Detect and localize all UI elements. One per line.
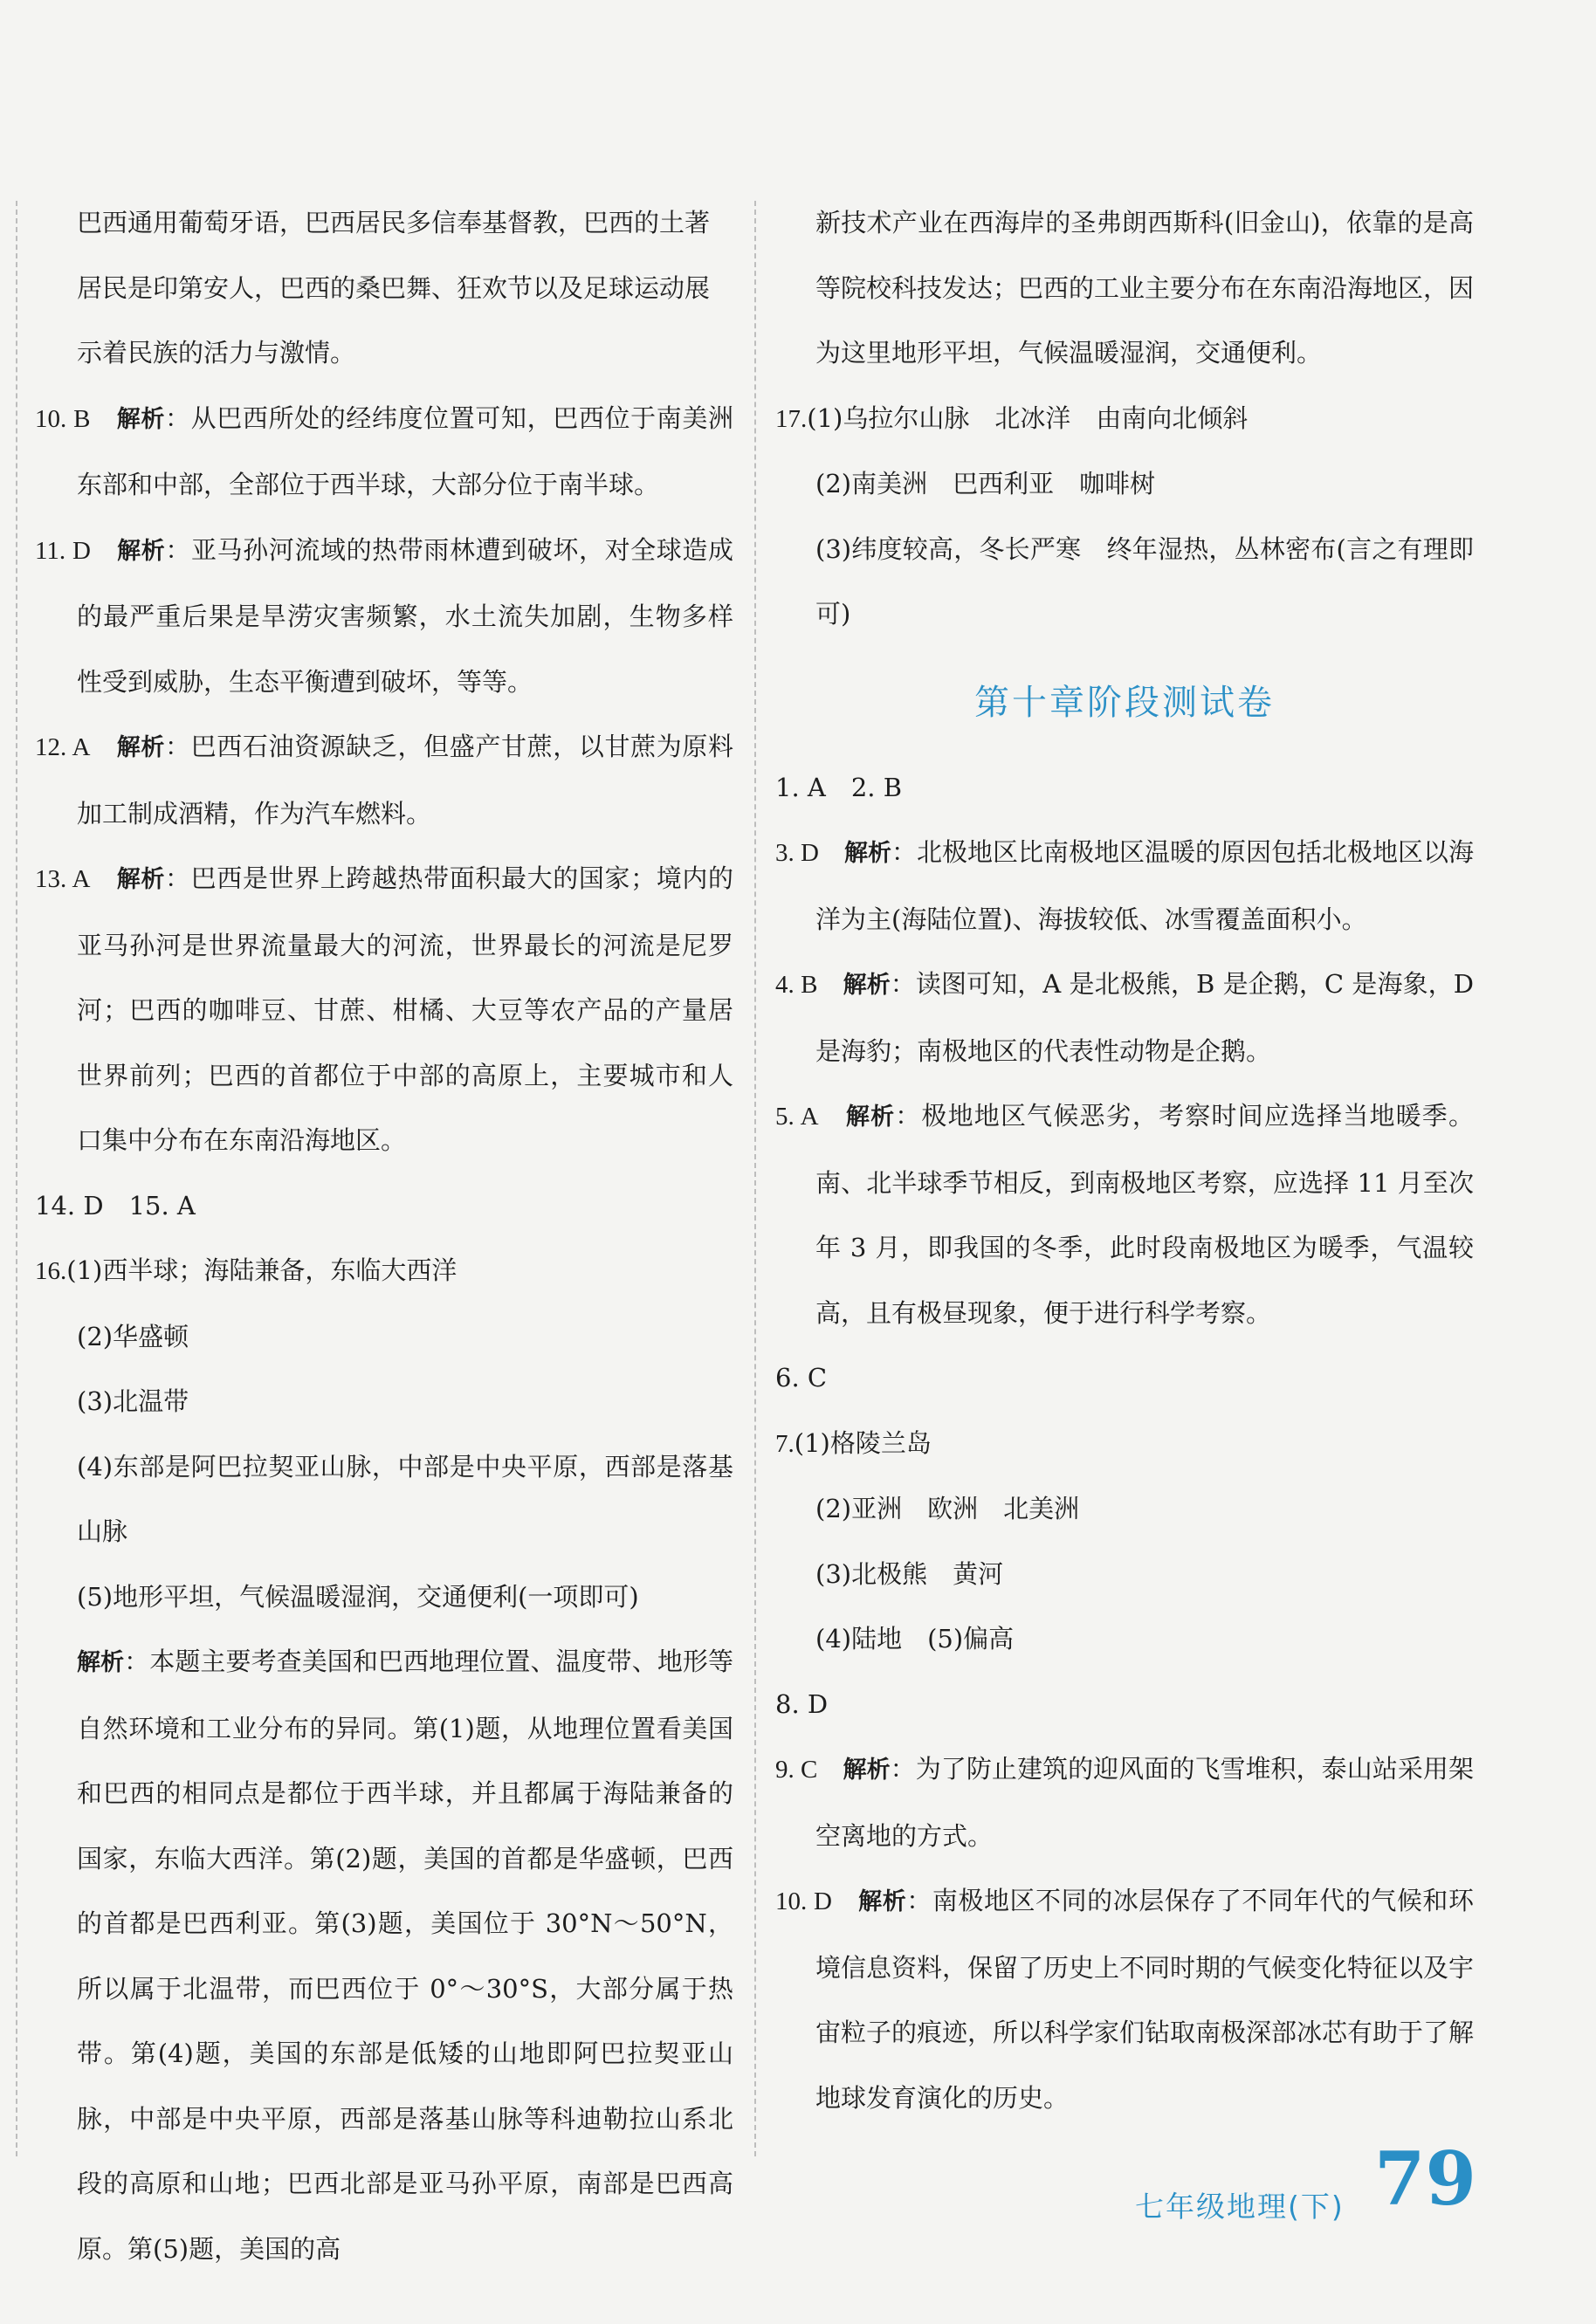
page-number: 79 xyxy=(1374,2135,1476,2222)
column-divider-dashed-line xyxy=(754,201,756,2156)
section-title: 第十章阶段测试卷 xyxy=(974,682,1275,723)
answer-16-explanation: 解析：本题主要考查美国和巴西地理位置、温度带、地形等自然环境和工业分布的异同。第(1)题，从地理位置看美国和巴西的相同点是都位于西半球，并且都属于海陆兼备的国家，东临大西洋。第(2)题，美国的首都是华盛顿，巴西的首都是巴西利亚。第(3)题，美国位于 30°N～50°N，所以属于北温带，而巴西位于 0°～30°S，大部分属于热带。第(4)题，美国的东部是低矮的山地即阿巴拉契亚山脉，中部是中央平原，西部是落基山脉等科迪勒拉山系北段的高原和山地；巴西北部是亚马孙平原，南部是巴西高原。第(5)题，美国的高 xyxy=(77,1647,733,2264)
answer-8: 8. D xyxy=(775,1688,829,1719)
answer-16-explanation-continued: 新技术产业在西海岸的圣弗朗西斯科(旧金山)，依靠的是高等院校科技发达；巴西的工业主要分布在东南沿海地区，因为这里地形平坦，气候温暖湿润，交通便利。 xyxy=(815,208,1475,368)
answer-6: 6. C xyxy=(775,1363,828,1392)
answer-7: 7.(1)格陵兰岛 (2)亚洲 欧洲 北美洲 (3)北极熊 黄河 (4)陆地 (5)偏高 xyxy=(775,1427,1080,1654)
answer-10: 10. B 解析：从巴西所处的经纬度位置可知，巴西位于南美洲东部和中部，全部位于西半球，大部分位于南半球。 xyxy=(35,402,733,499)
answer-1-2: 1. A 2. B xyxy=(775,772,903,802)
answer-17: 17.(1)乌拉尔山脉 北冰洋 由南向北倾斜 (2)南美洲 巴西利亚 咖啡树 (3)纬度较高，冬长严寒 终年湿热，丛林密布(言之有理即可) xyxy=(775,402,1474,629)
answer-5: 5. A 解析：极地地区气候恶劣，考察时间应选择当地暖季。南、北半球季节相反，到南极地区考察，应选择 11 月至次年 3 月，即我国的冬季，此时段南极地区为暖季，气温较高，且有极昼现象，便于进行科学考察。 xyxy=(775,1101,1474,1328)
answer-10-right: 10. D 解析：南极地区不同的冰层保存了不同年代的气候和环境信息资料，保留了历史上不同时期的气候变化特征以及宇宙粒子的痕迹，所以科学家们钻取南极深部冰芯有助于了解地球发育演化的历史。 xyxy=(775,1886,1475,2113)
answer-4: 4. B 解析：读图可知，A 是北极熊，B 是企鹅，C 是海象，D 是海豹；南极地区的代表性动物是企鹅。 xyxy=(775,969,1474,1066)
answer-11: 11. D 解析：亚马孙河流域的热带雨林遭到破坏，对全球造成的最严重后果是旱涝灾害频繁，水土流失加剧，生物多样性受到威胁，生态平衡遭到破坏，等等。 xyxy=(35,534,733,697)
left-column xyxy=(35,190,733,2281)
q9-explanation-continued: 巴西通用葡萄牙语，巴西居民多信奉基督教，巴西的土著 居民是印第安人，巴西的桑巴舞、狂欢节以及足球运动展 示着民族的活力与激情。 xyxy=(77,208,711,368)
right-column xyxy=(775,190,1474,2130)
answer-3: 3. D 解析：北极地区比南极地区温暖的原因包括北极地区以海洋为主(海陆位置)、海拔较低、冰雪覆盖面积小。 xyxy=(775,837,1474,934)
answer-14-15: 14. D 15. A xyxy=(35,1190,196,1220)
left-margin-dashed-line xyxy=(16,201,17,2156)
footer-grade-subject: 七年级地理(下) xyxy=(1135,2190,1345,2224)
answer-16: 16.(1)西半球；海陆兼备，东临大西洋 (2)华盛顿 (3)北温带 (4)东部是阿巴拉契亚山脉，中部是中央平原，西部是落基山脉 (5)地形平坦，气候温暖湿润，交通便利(一项即可) 解析：本题主要考查美国和巴西地理位置、温度带、地形等自然环境和工业分布的异同。第(1)题，从地理位置看美国和巴西的相同点是都位于西半球，并且都属于海陆兼备的国家，东临大西洋。第(2)题，美国的首都是华盛顿，巴西的首都是巴西利亚。第(3)题，美国位于 30°N～50°N，所以属于北温带，而巴西位于 0°～30°S，大部分属于热带。第(4)题，美国的东部是低矮的山地即阿巴拉契亚山脉，中部是中央平原，西部是落基山脉等科迪勒拉山系北段的高原和山地；巴西北部是亚马孙平原，南部是巴西高原。第(5)题，美国的高 xyxy=(35,1238,733,2281)
answer-9: 9. C 解析：为了防止建筑的迎风面的飞雪堆积，泰山站采用架空离地的方式。 xyxy=(775,1754,1474,1851)
answer-13: 13. A 解析：巴西是世界上跨越热带面积最大的国家；境内的亚马孙河是世界流量最大的河流，世界最长的河流是尼罗河；巴西的咖啡豆、甘蔗、柑橘、大豆等农产品的产量居世界前列；巴西的首都位于中部的高原上，主要城市和人口集中分布在东南沿海地区。 xyxy=(35,863,733,1155)
answer-12: 12. A 解析：巴西石油资源缺乏，但盛产甘蔗，以甘蔗为原料加工制成酒精，作为汽车燃料。 xyxy=(35,732,733,829)
